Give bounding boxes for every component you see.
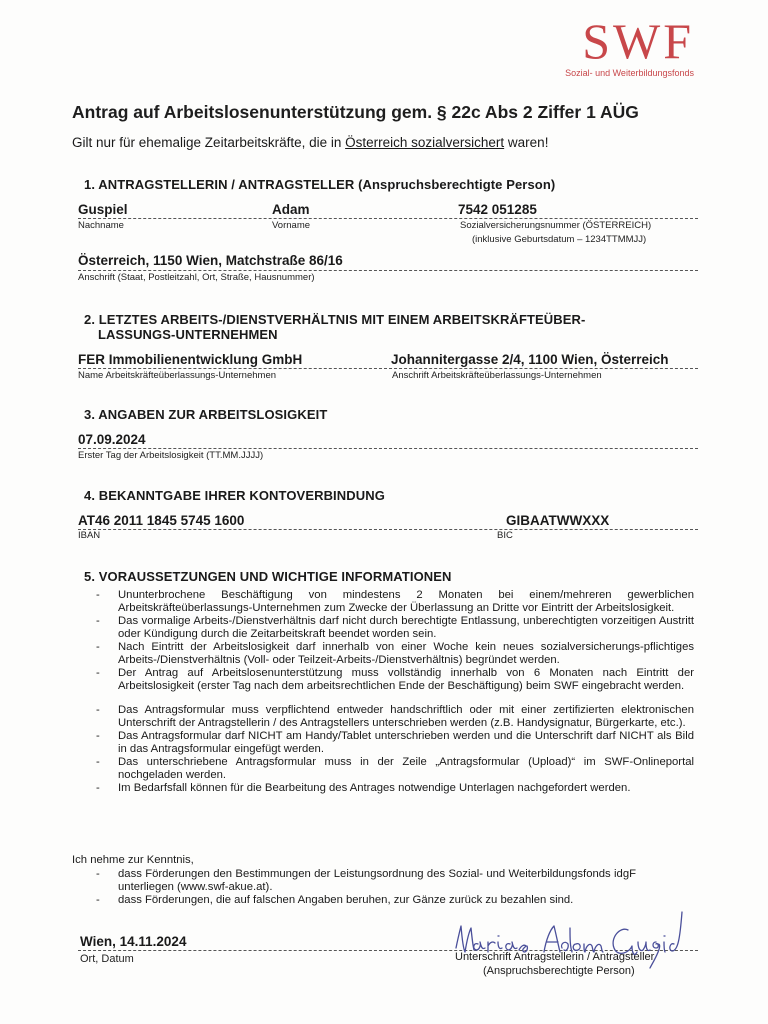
swf-logo: SWF [582, 13, 694, 69]
list-dash: - [96, 641, 100, 653]
svnr-value[interactable]: 7542 051285 [458, 202, 537, 217]
form-title: Antrag auf Arbeitslosenunterstützung gem. § 22c Abs 2 Ziffer 1 AÜG [72, 102, 639, 122]
signature-label: Unterschrift Antragstellerin / Antragsteller [455, 951, 655, 963]
section1-heading: 1. ANTRAGSTELLERIN / ANTRAGSTELLER (Anspruchsberechtigte Person) [84, 177, 556, 192]
vorname-label: Vorname [272, 220, 311, 231]
company-value[interactable]: FER Immobilienentwicklung GmbH [78, 352, 303, 367]
list-item-text: Der Antrag auf Arbeitslosenunterstützung muss vollständig innerhalb von 6 Monaten nach Eintritt der Arbeitslosigkeit (erster Tag nach dem arbeitsrechtlichen Ende der Beschäftigung) beim SWF eingebracht werden. [118, 667, 694, 692]
subtitle-underline: Österreich sozialversichert [345, 135, 505, 150]
list-item [96, 615, 694, 641]
form-subtitle [72, 135, 548, 150]
iban-label: IBAN [78, 530, 101, 541]
list-item-text: Nach Eintritt der Arbeitslosigkeit darf innerhalb von einer Woche kein neues sozialversicherungs-pflichtiges Arbeits-/Dienstverhältnis (Voll- oder Teilzeit-Arbeits-/Dienstverhältnis) begründet werden. [118, 641, 694, 666]
list-item [96, 782, 694, 795]
list-item-text: Im Bedarfsfall können für die Bearbeitung des Antrages notwendige Unterlagen nachgefordert werden. [118, 782, 631, 794]
unemployment-date-value[interactable]: 07.09.2024 [78, 432, 146, 447]
handwritten-signature [452, 908, 692, 988]
section2-heading-line1: 2. LETZTES ARBEITS-/DIENSTVERHÄLTNIS MIT EINEM ARBEITSKRÄFTEÜBER- [84, 312, 586, 327]
list-item-text: dass Förderungen den Bestimmungen der Leistungsordnung des Sozial- und Weiterbildungsfonds idgF unterliegen (www.swf-akue.at). [118, 868, 636, 893]
bic-label: BIC [497, 530, 513, 541]
address-value[interactable]: Österreich, 1150 Wien, Matchstraße 86/16 [78, 253, 343, 268]
list-item [96, 589, 694, 615]
place-date-label: Ort, Datum [80, 953, 134, 965]
list-item [96, 756, 694, 782]
subtitle-pre: Gilt nur für ehemalige Zeitarbeitskräfte, die in [72, 135, 346, 150]
company-line [78, 368, 698, 369]
svnr-label: Sozialversicherungsnummer (ÖSTERREICH) [460, 220, 652, 231]
list-item-text: Das Antragsformular muss verpflichtend entweder handschriftlich oder mit einer zertifizierten elektronischen Unterschrift der Antragstellerin / des Antragstellers unterschrieben werden (z.B. Handysignatur, Bürgerkarte, etc.). [118, 704, 694, 729]
list-item [96, 730, 694, 756]
list-dash: - [96, 868, 100, 880]
vorname-value[interactable]: Adam [272, 202, 310, 217]
list-item-text: Das Antragsformular darf NICHT am Handy/Tablet unterschrieben werden und die Unterschrift darf NICHT als Bild in das Antragsformular eingefügt werden. [118, 730, 694, 755]
list-item [96, 894, 636, 907]
section3-heading: 3. ANGABEN ZUR ARBEITSLOSIGKEIT [84, 407, 328, 422]
address-label: Anschrift (Staat, Postleitzahl, Ort, Straße, Hausnummer) [78, 272, 315, 283]
list-dash: - [96, 756, 100, 768]
list-dash: - [96, 782, 100, 794]
row1-line [78, 218, 698, 219]
list-item-text: Ununterbrochene Beschäftigung von mindestens 2 Monaten bei einem/mehreren gewerblichen Arbeitskräfteüberlassungs-Unternehmen zum Zwecke der Überlassung an Dritte vor Eintritt der Arbeitslosigkeit. [118, 589, 694, 614]
subtitle-post: waren! [504, 135, 549, 150]
company-label: Name Arbeitskräfteüberlassungs-Unternehmen [78, 370, 277, 381]
list-item [96, 868, 636, 894]
list-dash: - [96, 894, 100, 906]
signature-hint: (Anspruchsberechtigte Person) [483, 965, 635, 977]
list-item-text: Das vormalige Arbeits-/Dienstverhältnis darf nicht durch berechtigte Entlassung, unberechtigten vorzeitigen Austritt oder Kündigung durch die Zeitarbeitskraft beendet worden sein. [118, 615, 694, 640]
svnr-hint: (inklusive Geburtsdatum – 1234TTMMJJ) [472, 234, 647, 245]
nachname-value[interactable]: Guspiel [78, 202, 128, 217]
section5-heading: 5. VORAUSSETZUNGEN UND WICHTIGE INFORMATIONEN [84, 569, 452, 584]
address-line [78, 270, 698, 271]
company-address-label: Anschrift Arbeitskräfteüberlassungs-Unternehmen [392, 370, 602, 381]
list-dash: - [96, 730, 100, 742]
section4-heading: 4. BEKANNTGABE IHRER KONTOVERBINDUNG [84, 488, 385, 503]
place-date-value[interactable]: Wien, 14.11.2024 [80, 934, 187, 949]
nachname-label: Nachname [78, 220, 124, 231]
acknowledge-intro: Ich nehme zur Kenntnis, [72, 854, 194, 866]
list-item [96, 641, 694, 667]
date-line [78, 448, 698, 449]
section2-heading-line2: LASSUNGS-UNTERNEHMEN [98, 327, 278, 342]
unemployment-date-label: Erster Tag der Arbeitslosigkeit (TT.MM.JJJJ) [78, 450, 264, 461]
logo-subtitle: Sozial- und Weiterbildungsfonds [565, 68, 694, 78]
iban-value[interactable]: AT46 2011 1845 5745 1600 [78, 513, 245, 528]
acknowledge-list [96, 868, 636, 907]
list-dash: - [96, 589, 100, 601]
list-dash: - [96, 704, 100, 716]
bank-line [78, 529, 698, 530]
list-item-text: dass Förderungen, die auf falschen Angaben beruhen, zur Gänze zurück zu bezahlen sind. [118, 894, 574, 906]
bic-value[interactable]: GIBAATWWXXX [506, 513, 610, 528]
company-address-value[interactable]: Johannitergasse 2/4, 1100 Wien, Österreich [391, 352, 669, 367]
list-dash: - [96, 615, 100, 627]
list-item [96, 704, 694, 730]
requirements-list [96, 589, 694, 795]
list-item [96, 667, 694, 693]
list-dash: - [96, 667, 100, 679]
list-item-text: Das unterschriebene Antragsformular muss in der Zeile „Antragsformular (Upload)“ im SWF-Onlineportal nochgeladen werden. [118, 756, 694, 781]
